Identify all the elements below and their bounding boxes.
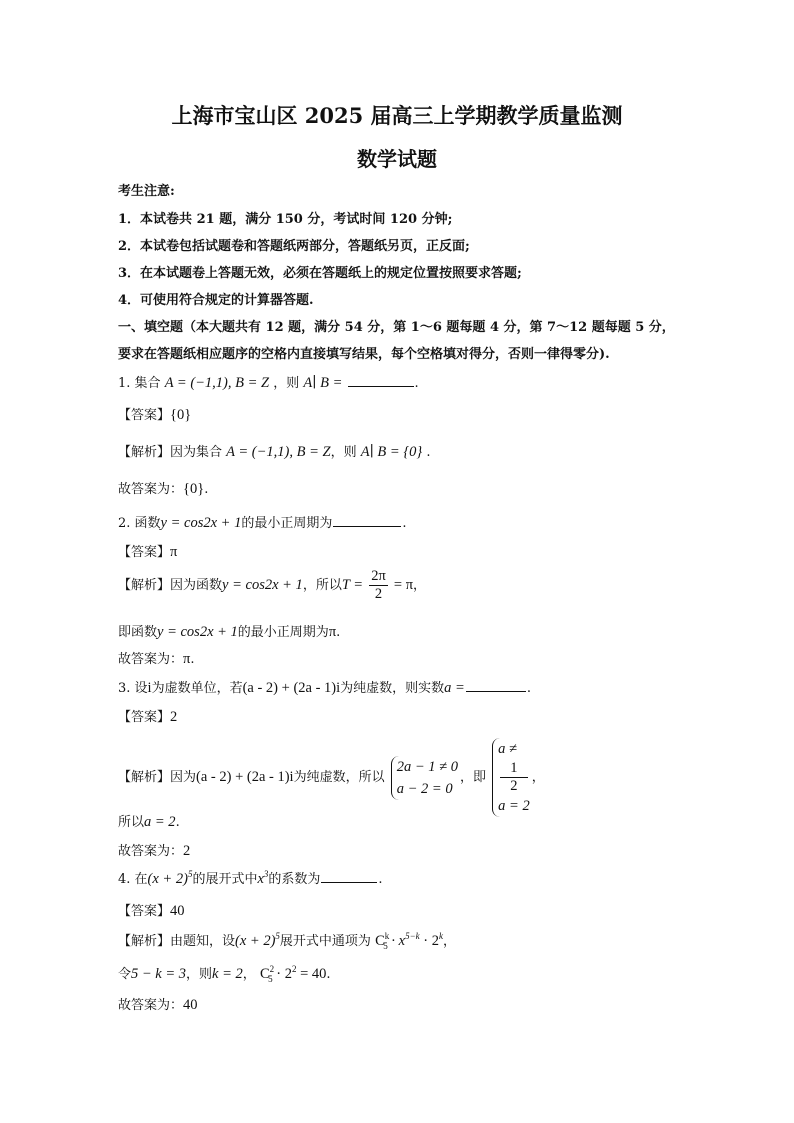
notice-item-2: 2．本试卷包括试题卷和答题纸两部分，答题纸另页，正反面;: [118, 239, 470, 254]
q1-expr: A = (−1,1), B = Z: [164, 375, 270, 391]
q3-analysis-expr: (a - 2) + (2a - 1)i: [196, 769, 294, 785]
answer-blank: [466, 677, 526, 692]
term-x-exp: 5−k: [405, 931, 420, 942]
q3-prefix: 3. 设: [118, 681, 148, 696]
binomial-sub: 5: [268, 973, 273, 984]
q2-t-rhs: = π: [393, 577, 414, 593]
q4-analysis-expr: [235, 933, 280, 949]
system-equation: [498, 738, 530, 795]
system-equation: a − 2 = 0: [396, 780, 453, 797]
question-1: 1. 集合 A = (−1,1), B = Z ，则 A∣ B = .: [118, 372, 419, 392]
q1-prefix: 1. 集合: [118, 376, 161, 391]
q3-line2-prefix: 所以: [118, 815, 145, 830]
page-subtitle: 数学试题: [357, 147, 437, 171]
term-2-exp: k: [438, 931, 443, 942]
notice-item-3: 3．在本试题卷上答题无效，必须在答题纸上的规定位置按照要求答题;: [118, 266, 522, 281]
q4-suffix: 的系数为: [268, 872, 321, 887]
q4-analysis-mid: 展开式中通项为: [279, 934, 371, 949]
conclusion-label: 故答案为：: [118, 482, 184, 497]
q4-expr-base: (x + 2): [235, 933, 276, 949]
analysis-label: 【解析】: [118, 445, 171, 460]
q1-analysis-result: A∣ B = {0}: [360, 444, 423, 460]
q3-answer: [118, 706, 177, 726]
q3-expr: (a - 2) + (2a - 1)i: [242, 680, 341, 696]
q4-expr-exp: 5: [275, 931, 280, 942]
answer-label: 【答案】: [118, 710, 171, 725]
binomial-sup: 2: [269, 964, 275, 975]
term-2-exp: 2: [291, 964, 297, 975]
q1-analysis-prefix: 因为集合: [170, 445, 223, 460]
q2-answer-value: π: [170, 544, 178, 560]
q1-conclusion: 故答案为：{0}.: [118, 481, 209, 497]
binomial-c: C: [375, 933, 385, 949]
system-equation: 2a − 1 ≠ 0: [396, 758, 458, 775]
conclusion-label: 故答案为：: [118, 844, 184, 859]
q4-analysis: 【解析】由题知，设$(x + 2)^5$展开式中通项为 $C^k_5 \cdot x^{5-k} \cdot 2^k$，: [118, 931, 456, 951]
q3-mid: 为虚数单位，若: [151, 681, 243, 696]
q4-line2-c: ，: [242, 967, 256, 982]
q3-answer-value: 2: [170, 709, 178, 725]
binomial-sub: 5: [383, 940, 388, 951]
q1-answer-value: {0}: [170, 407, 192, 423]
q4-line2-a: 令: [118, 967, 132, 982]
q4-line2-eq3: [260, 966, 326, 982]
notice-heading: 考生注意:: [118, 184, 175, 199]
q2-expr: y = cos2x + 1: [160, 515, 242, 531]
q1-analysis: 【解析】因为集合 A = (−1,1), B = Z，则 A∣ B = {0} .: [118, 444, 431, 460]
conclusion-label: 故答案为：: [118, 652, 184, 667]
conclusion-label: 故答案为：: [118, 998, 184, 1013]
answer-blank: [348, 372, 414, 387]
q4-expr: [148, 871, 193, 887]
q3-analysis-line-2: 所以a = 2.: [118, 814, 180, 830]
q2-line2-suffix: 的最小正周期为: [237, 625, 329, 640]
q1-answer: [118, 404, 191, 424]
q4-expr-exp: 5: [187, 869, 193, 880]
term-2: · 2: [423, 933, 439, 949]
q4-expr-base: (x + 2): [147, 871, 188, 887]
question-3: 3. 设i为虚数单位，若(a - 2) + (2a - 1)i为纯虚数，则实数a = .: [118, 677, 531, 697]
section-header-line-1: 一、填空题（本大题共有 12 题，满分 54 分，第 1～6 题每题 4 分，第 7～12 题每题 5 分，: [118, 320, 675, 335]
answer-blank: [333, 512, 401, 527]
q4-term: [257, 871, 268, 887]
q3-fraction: [500, 760, 528, 795]
q4-line2-eq2: k = 2: [212, 966, 243, 982]
term-2: · 2: [276, 966, 292, 982]
q2-analysis-mid: ，所以: [302, 578, 342, 593]
q4-prefix: 4. 在: [118, 872, 148, 887]
q4-term-exp: 3: [263, 869, 269, 880]
eq-result: = 40: [300, 966, 327, 982]
q1-analysis-mid: ，则: [330, 445, 357, 460]
analysis-label: 【解析】: [118, 578, 171, 593]
q3-system-2: [492, 738, 530, 817]
q3-analysis-mid: 为纯虚数，所以: [293, 770, 385, 785]
question-2: 2. 函数y = cos2x + 1的最小正周期为 .: [118, 512, 406, 532]
notice-item-4: 4．可使用符合规定的计算器答题.: [118, 293, 314, 308]
q4-conclusion-value: 40: [183, 997, 198, 1013]
q3-var: a =: [444, 680, 465, 696]
binomial-sup: k: [384, 931, 390, 942]
fraction-numerator: 2π: [371, 568, 386, 584]
q3-i-symbol: i: [147, 680, 152, 696]
q2-analysis: 【解析】因为函数y = cos2x + 1，所以T = $\frac{2\pi}{2}$ = π，: [118, 568, 427, 602]
q4-answer-value: 40: [170, 903, 185, 919]
fraction-denominator: 2: [374, 586, 383, 602]
answer-label: 【答案】: [118, 408, 171, 423]
page-title: 上海市宝山区 2025 届高三上学期教学质量监测: [171, 103, 623, 128]
answer-label: 【答案】: [118, 545, 171, 560]
q4-conclusion: [118, 994, 198, 1014]
term-x: · x: [391, 933, 406, 949]
fraction-numerator: 1: [500, 760, 528, 778]
q4-general-term: [375, 933, 443, 949]
q4-line2-b: ，则: [186, 967, 213, 982]
q2-analysis-prefix: 因为函数: [170, 578, 223, 593]
fraction-denominator: 2: [510, 778, 518, 794]
q1-conclusion-value: {0}: [183, 481, 205, 497]
q3-suffix: 为纯虚数，则实数: [340, 681, 445, 696]
q3-line2-expr: a = 2: [144, 814, 176, 830]
q1-expr2: A∣ B =: [303, 375, 343, 391]
binomial-c: C: [259, 966, 270, 982]
q4-line2-eq1: 5 − k = 3: [131, 966, 187, 982]
q2-analysis-line-2: 即函数y = cos2x + 1的最小正周期为π.: [118, 624, 341, 640]
question-4: 4. 在$(x + 2)^5$的展开式中$x^3$的系数为 .: [118, 869, 383, 887]
system-equation-lhs: a ≠: [498, 741, 517, 757]
q2-line2-prefix: 即函数: [118, 625, 158, 640]
q3-system-1: [391, 756, 458, 800]
q4-answer: [118, 900, 185, 920]
q2-analysis-expr: y = cos2x + 1: [222, 577, 303, 593]
q2-conclusion-value: π: [183, 651, 191, 667]
q1-mid: ，则: [273, 376, 300, 391]
q2-prefix: 2. 函数: [118, 516, 161, 531]
q2-t-lhs: T =: [341, 577, 364, 593]
q3-conclusion-value: 2: [183, 843, 191, 859]
q3-analysis: 【解析】因为(a - 2) + (2a - 1)i为纯虚数，所以 2a − 1 ≠ 0 a − 2 = 0 ，即 a ≠ 1 2 a = 2 ，: [118, 738, 545, 817]
section-header-line-2: 要求在答题纸相应题序的空格内直接填写结果，每个空格填对得分，否则一律得零分).: [118, 347, 610, 362]
q4-analysis-line-2: 令5 − k = 3，则k = 2， $C^2_5 \cdot 2^2 = 40$.: [118, 964, 331, 984]
q2-line2-value: π: [328, 624, 337, 640]
notice-item-1: 1．本试卷共 21 题，满分 150 分，考试时间 120 分钟;: [118, 212, 453, 227]
q2-conclusion: 故答案为：π.: [118, 651, 195, 667]
analysis-label: 【解析】: [118, 770, 171, 785]
q4-analysis-prefix: 由题知，设: [170, 934, 236, 949]
answer-label: 【答案】: [118, 904, 171, 919]
q2-answer: [118, 541, 177, 561]
q2-line2-expr: y = cos2x + 1: [157, 624, 238, 640]
q2-fraction: [369, 568, 388, 603]
q4-term-base: x: [257, 871, 264, 887]
system-equation: a = 2: [498, 798, 530, 814]
q3-conclusion: [118, 840, 190, 860]
answer-blank: [321, 868, 377, 883]
q1-analysis-expr: A = (−1,1), B = Z: [226, 444, 331, 460]
q4-mid: 的展开式中: [192, 872, 258, 887]
q3-analysis-mid2: ，即: [460, 770, 487, 785]
analysis-label: 【解析】: [118, 934, 171, 949]
q2-suffix: 的最小正周期为: [241, 516, 333, 531]
q3-analysis-prefix: 因为: [170, 770, 197, 785]
